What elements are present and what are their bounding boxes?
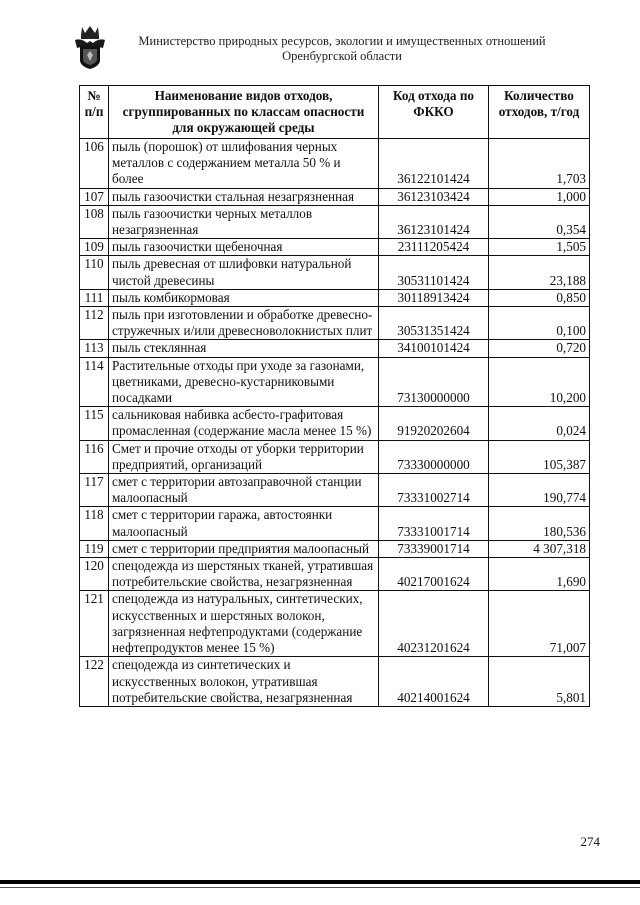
row-number: 116 [80, 440, 109, 473]
waste-code: 36123101424 [379, 205, 489, 238]
waste-name: пыль газоочистки щебеночная [109, 239, 379, 256]
row-number: 119 [80, 540, 109, 557]
waste-name: пыль древесная от шлифовки натуральной чистой древесины [109, 256, 379, 289]
waste-name: Смет и прочие отходы от уборки территории предприятий, организаций [109, 440, 379, 473]
waste-code: 36122101424 [379, 139, 489, 189]
waste-quantity: 1,000 [489, 188, 590, 205]
waste-name: спецодежда из натуральных, синтетических, искусственных и шерстяных волокон, загрязненная нефтепродуктами (содержание нефтепродуктов менее 15 %) [109, 591, 379, 657]
row-number: 120 [80, 558, 109, 591]
waste-code: 40214001624 [379, 657, 489, 707]
waste-name: пыль при изготовлении и обработке древесно-стружечных и/или древесноволокнистых плит [109, 307, 379, 340]
waste-quantity: 0,024 [489, 407, 590, 440]
row-number: 109 [80, 239, 109, 256]
waste-code: 36123103424 [379, 188, 489, 205]
waste-quantity: 0,720 [489, 340, 590, 357]
waste-name: пыль стеклянная [109, 340, 379, 357]
row-number: 108 [80, 205, 109, 238]
waste-quantity: 23,188 [489, 256, 590, 289]
ministry-name: Министерство природных ресурсов, экологии и имущественных отношений [138, 34, 546, 48]
waste-quantity: 190,774 [489, 474, 590, 507]
table-row [80, 256, 590, 289]
waste-quantity: 10,200 [489, 357, 590, 407]
waste-quantity: 0,100 [489, 307, 590, 340]
table-row [80, 139, 590, 189]
table-row [80, 289, 590, 306]
waste-name: пыль газоочистки черных металлов незагрязненная [109, 205, 379, 238]
row-number: 117 [80, 474, 109, 507]
waste-code: 23111205424 [379, 239, 489, 256]
row-number: 114 [80, 357, 109, 407]
bottom-rule-thin [0, 887, 640, 888]
column-header-number: № п/п [80, 86, 109, 139]
table-row [80, 239, 590, 256]
table-row [80, 205, 590, 238]
waste-code: 40217001624 [379, 558, 489, 591]
waste-quantity: 180,536 [489, 507, 590, 540]
row-number: 107 [80, 188, 109, 205]
waste-code: 73130000000 [379, 357, 489, 407]
waste-code: 30118913424 [379, 289, 489, 306]
page-number: 274 [580, 834, 600, 849]
waste-code: 91920202604 [379, 407, 489, 440]
waste-name: спецодежда из синтетических и искусственных волокон, утратившая потребительские свойства, незагрязненная [109, 657, 379, 707]
waste-quantity: 4 307,318 [489, 540, 590, 557]
column-header-code: Код отхода по ФККО [379, 86, 489, 139]
table-row [80, 307, 590, 340]
table-row [80, 188, 590, 205]
waste-quantity: 1,505 [489, 239, 590, 256]
table-row [80, 340, 590, 357]
waste-code: 73330000000 [379, 440, 489, 473]
waste-name: смет с территории автозаправочной станции малоопасный [109, 474, 379, 507]
waste-name: смет с территории гаража, автостоянки малоопасный [109, 507, 379, 540]
row-number: 118 [80, 507, 109, 540]
waste-code: 30531351424 [379, 307, 489, 340]
table-row [80, 507, 590, 540]
waste-name: сальниковая набивка асбесто-графитовая промасленная (содержание масла менее 15 %) [109, 407, 379, 440]
waste-name: пыль комбикормовая [109, 289, 379, 306]
table-row [80, 540, 590, 557]
waste-quantity: 71,007 [489, 591, 590, 657]
coat-of-arms-icon [73, 24, 107, 70]
waste-code: 34100101424 [379, 340, 489, 357]
waste-quantity: 1,690 [489, 558, 590, 591]
table-header-row [80, 86, 590, 139]
waste-quantity: 105,387 [489, 440, 590, 473]
waste-code: 73331002714 [379, 474, 489, 507]
waste-table [79, 85, 590, 707]
waste-name: Растительные отходы при уходе за газонами, цветниками, древесно-кустарниковыми посадками [109, 357, 379, 407]
row-number: 112 [80, 307, 109, 340]
table-row [80, 657, 590, 707]
table-row [80, 558, 590, 591]
waste-name: пыль (порошок) от шлифования черных металлов с содержанием металла 50 % и более [109, 139, 379, 189]
table-row [80, 440, 590, 473]
waste-code: 73331001714 [379, 507, 489, 540]
table-row [80, 357, 590, 407]
region-name: Оренбургской области [282, 49, 402, 63]
bottom-rule [0, 880, 640, 884]
waste-code: 40231201624 [379, 591, 489, 657]
waste-quantity: 0,850 [489, 289, 590, 306]
waste-code: 30531101424 [379, 256, 489, 289]
row-number: 115 [80, 407, 109, 440]
table-row [80, 474, 590, 507]
waste-quantity: 5,801 [489, 657, 590, 707]
table-row [80, 591, 590, 657]
waste-name: пыль газоочистки стальная незагрязненная [109, 188, 379, 205]
row-number: 121 [80, 591, 109, 657]
column-header-quantity: Количество отходов, т/год [489, 86, 590, 139]
waste-quantity: 0,354 [489, 205, 590, 238]
ministry-header [118, 34, 566, 64]
row-number: 111 [80, 289, 109, 306]
waste-name: спецодежда из шерстяных тканей, утратившая потребительские свойства, незагрязненная [109, 558, 379, 591]
waste-name: смет с территории предприятия малоопасный [109, 540, 379, 557]
row-number: 122 [80, 657, 109, 707]
row-number: 106 [80, 139, 109, 189]
column-header-name: Наименование видов отходов, сгруппированных по классам опасности для окружающей среды [109, 86, 379, 139]
row-number: 113 [80, 340, 109, 357]
waste-quantity: 1,703 [489, 139, 590, 189]
waste-code: 73339001714 [379, 540, 489, 557]
table-row [80, 407, 590, 440]
row-number: 110 [80, 256, 109, 289]
